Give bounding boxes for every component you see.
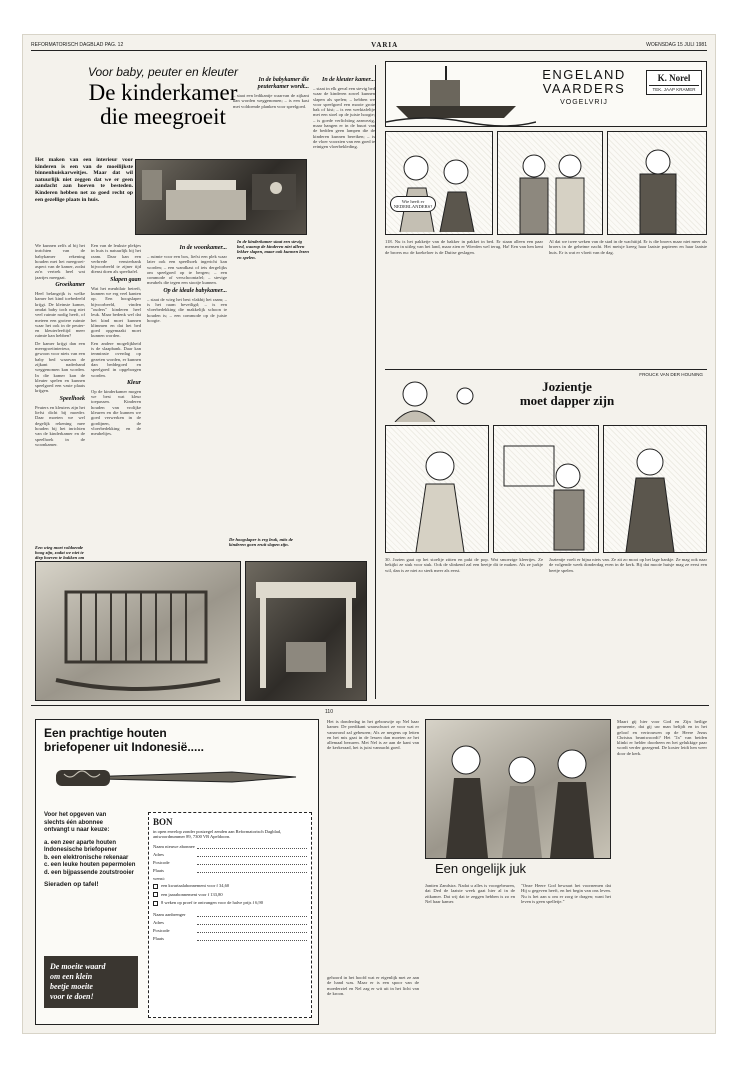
letter-opener-icon: [52, 762, 302, 792]
ad-offer-3: ontvangt u naar keuze:: [44, 827, 110, 833]
comic2-text-left: 30. Jozien gaat op het stoeltje zitten en pakt de pop. Wat smoezige kleertjes. Ze bekijkt ze stuk voor stuk. Ook de slinkend zal een beetje dit te maken. Als ze jurkje wil, dan is ze niet zo sterk meer als eerst.: [385, 557, 543, 573]
checkbox-proef[interactable]: [153, 901, 158, 906]
caption-wieg: Een wieg moet voldoende hoog zijn, zodat we niet te diep hoeven te bukken om: [35, 545, 85, 561]
comic2-title-2: moet dapper zijn: [519, 393, 615, 408]
comic1-panel-2: [497, 131, 603, 235]
header-date: WOENSDAG 15 JULI 1981: [646, 41, 707, 48]
comic1-illustrator: TEK. JAAP KRAMER: [649, 85, 699, 92]
comic1-title-1: ENGELAND: [542, 67, 626, 82]
coupon-name2-field[interactable]: Naam aanbrenger: [153, 912, 307, 917]
comic2-panel-1: [385, 425, 489, 553]
comic2-author: FROUCK VAN DER HOUNING: [639, 372, 703, 377]
ad-offer-2: slechts één abonnee: [44, 819, 104, 826]
ad-offer-1: Voor het opgeven van: [44, 812, 107, 818]
option-proef[interactable]: 8 weken op proef te ontvangen voor de halve prijs f 6,90: [153, 900, 307, 905]
page-number: 110: [325, 709, 333, 715]
ad-option-c: c. een leuke houten pepermolen: [44, 862, 136, 868]
subhead-babykamer-peuter: In de babykamer die peuterkamer wordt...: [257, 77, 309, 90]
article-col5: In de kleuter kamer... – staat in elk geval een stevig bed waar de kinderen zowel kunnen slapen als spelen; – hebben we voor speelgoed een mooie grote bak of kist; – is een werktafeltje met een stoel op de juiste hoogte; – is goede verlichting aanwezig, maar hangen er in de buurt van de bedden geen lampen die de kinderen kunnen bereiken; – is de vloer voorzien van een goed te reinigen vloerbekleding.: [313, 77, 375, 150]
article-headline-1: De kinderkamer: [88, 80, 238, 105]
coupon-postcode-field[interactable]: Postcode: [153, 860, 307, 865]
article-col2: Een van de leukste plekjes in huis is natuurlijk bij het raam. Daar kan een verbrede vensterbank bijvoorbeeld te zijner tijd dienst doen als speeltafel. Slapen gaan Wat het meubilair betreft, kunnen we erg veel kanten op. Een hoogslaper bijvoorbeeld, vinden "ouders" kinderen heel leuk. Maar bedenk wel dat het kind moet kunnen klimmen en dat het bed goed opgemaakt moet kunnen worden. Een andere mogelijkheid is de slaapbank. Daar kan tenminste overdag op gezeten worden, er kunnen dan beddegoed en speelgoed in opgeborgen worden. Kleur Op de kinderkamer mogen we best wat kleur toepassen. Kinderen houden van vrolijke kleuren en die kunnen we goed verwerken in de gordijnen, de vloerbedekking en de meubeltjes.: [91, 243, 141, 437]
coupon-wenst: wenst:: [153, 876, 165, 882]
cradle-illustration: [36, 562, 240, 700]
coupon-title: BON: [153, 817, 173, 827]
people-illustration: [426, 720, 610, 858]
subhead-woonkamer: In de woonkamer...: [179, 245, 227, 251]
speech-bubble: Wie heeft er NEDERLANDERS?: [390, 196, 436, 212]
subhead-slapen: Slapen gaan: [110, 276, 141, 283]
comic1-author: K. Norel: [657, 73, 691, 83]
article-headline-2: die meegroeit: [100, 104, 226, 129]
girl-illustration: [386, 426, 488, 552]
story-col3: Jantien Zandstra. Nadat u alles is voorgebeuren, dat Ded de laatste week gaat hier al in de zitkamer. Dat wij dat te zeggen hebben is zo en Nel haar kamer.: [425, 883, 515, 904]
comic-figures-illustration-2: [498, 132, 602, 234]
coupon-postcode2-field[interactable]: Postcode: [153, 928, 307, 933]
photo-hoogslaper: [245, 561, 367, 701]
article-kicker: Voor baby, peuter en kleuter: [87, 65, 239, 79]
column-divider: [375, 65, 376, 699]
coupon-name-field[interactable]: Naam nieuwe abonnee: [153, 844, 307, 849]
ad-option-b: b. een elektronische rekenaar: [44, 854, 129, 861]
comic-figures-illustration: [386, 132, 492, 234]
option-jaar[interactable]: een jaarabonnement voor f 133,80: [153, 892, 307, 897]
option-kwartaal[interactable]: een kwartaalabonnement voor f 34,60: [153, 883, 307, 888]
subhead-speelhoek: Speelhoek: [59, 395, 85, 402]
subhead-kleuterkamer: In de kleuter kamer...: [321, 77, 375, 83]
ad-sieraden: Sieraden op tafel!: [44, 881, 99, 888]
comic1-subtitle: VOGELVRIJ: [560, 99, 608, 106]
article-col1: We kunnen zelfs al bij het inrichten van de babykamer rekening houden met het meegroei-aspect van de kamer, zodat zo'n vertrek heel wat jaartjes meegaat. Groeikamer Heel belangrijk is welke kamer het kind toebedeeld krijgt. De kleinste kamer, omdat baby toch nog niet veel ruimte nodig heeft, of meteen een grotere ruimte waar het ook in de peuter- en kleuterleeftijd meer ruimte kan hebben? De kamer krijgt dan een meergroeiinterieur, gewoon voor niets van een baby bed waarvan de zijkant naderhand weggenomen kan worden. In die kamer kan de kleuter spelen en kunnen speelgoed een vaste plaats krijgen. Speelhoek Peuters en kleuters zijn het liefst dicht bij moeder. Daar moeten we wel degelijk rekening mee houden bij het inrichten van de kinderkamer en de speelhoek in de woonkamer.: [35, 243, 85, 447]
subhead-babykamer: Op de ideale babykamer...: [163, 287, 227, 294]
ad-title-1: Een prachtige houten: [44, 726, 167, 740]
checkbox-jaar[interactable]: [153, 892, 158, 897]
comic1-panel-3: [607, 131, 707, 235]
story-col1: Het is donderdag in het gebouwtje op Nel haar kamer. De predikant waarschuwt ze voor wat er vanavond zal gebeuren; Als ze nergens op letten en het mis gaat in de lessen dan moeten ze het allemaal bezuren. Met Nel is ze aan de kant van de kerkeraad, het is juist vannacht goed.: [327, 719, 419, 751]
comic2-text-right: Jozientje voelt er bijna niets van. Ze zit zo mooi op het lage bankje. Ze mag ook naar de volgende week donderdag even in de kerk. Bij dat mooie huisje mag ze eerst een beetje spelen.: [549, 557, 707, 573]
ship-icon: [386, 62, 536, 126]
photo-wieg: [35, 561, 241, 701]
story-col5: Maart gij hier voor God en Zijn heilige gemeente, dat gij uw man belijdt en in het geloof en vertrouwen op de Heere Jezus Christus beantwoordt? Het "Ja" van beiden klinkt er helder doorheen en het gelukkige paar wordt verder gezegend. De koster leidt hen weer door de kerk.: [617, 719, 707, 756]
newspaper-page: [22, 34, 716, 1034]
comic-figures-illustration-3: [608, 132, 706, 234]
comic1-text-left: 118. Nu is het pakketje van de bakker in pakket in bed. Er staan alleen een paar mensen in uitleg van het land, maar zien er Wierden wel terug. Ha! Een van hen kent de broers nu: de koekeloer is de Duitse geslagen.: [385, 239, 543, 255]
comic1-text-right: Al dat we twee weken van de stad in de wachttijd. Er is die broers maar niet meer als broers in de geheime nacht. Het meisje kreeg haar laatste papieren en haar laatste huis. Er is wat er vloeit van de dag.: [549, 239, 707, 255]
girl-doll-icon: [385, 372, 495, 422]
woman-illustration: [604, 426, 706, 552]
ad-option-d: d. een bijpassende zoutstrooier: [44, 869, 135, 876]
ad-option-a: a. een zeer aparte houten Indonesische briefopener: [44, 839, 118, 853]
story-title: Een ongelijk juk: [435, 861, 527, 876]
coupon-address2-field[interactable]: Adres: [153, 920, 307, 925]
story-col2-hidden: [425, 875, 426, 876]
coupon-city-field[interactable]: Plaats: [153, 868, 307, 873]
ad-slogan: De moeite waard om een klein beetje moeite voor te doen!: [44, 956, 138, 1008]
section-rule: [31, 705, 709, 706]
header-left: REFORMATORISCH DAGBLAD PAG. 12: [31, 41, 124, 48]
subhead-groeikamer: Groeikamer: [55, 282, 85, 289]
caption-hoogslaper: De hoogslaper is erg leuk, mits de kinderen goen eruit slapen zijn.: [229, 537, 293, 548]
coupon-intro: in open envelop zonder postzegel zenden aan Reformatorisch Dagblad, antwoordnummer 89, 7300 VB Apeldoorn.: [153, 829, 282, 840]
comic1-title-2: VAARDERS: [542, 81, 626, 96]
page-header: [31, 39, 707, 51]
article-col3: In de woonkamer... – ruimte voor een box, liefst een plek waar later ook een speelhoek ingericht kan worden; – een wandkast of iets dergelijks om speelgoed op te bergen; – een commode of verschoontafel; – stevige meubels die tegen een stootje kunnen. Op de ideale babykamer... – staat de wieg het best vlakbij het raam; – is het raam beveiligd; – is een vloerbedekking die makkelijk schoon te houden is; – een commode op de juiste hoogte.: [147, 245, 227, 323]
comic2-header: [385, 369, 707, 421]
story-col4: "Onze Heere God bewaart het voornemen dat Hij u gegeven heeft, en het begin van ons leven. Nu is het aan u om er zorg te dragen; want het leven is geen spelletje.": [521, 883, 611, 904]
comic2-title-1: Jozientje: [542, 379, 592, 394]
comic1-panel-1: [385, 131, 493, 235]
loftbed-illustration: [246, 562, 366, 700]
caption-bed: In de kinderkamer staat een stevig bed, waarop de kinderen niet alleen lekker slapen, maar ook kunnen lezen en spelen.: [237, 239, 309, 260]
advertisement: [35, 719, 319, 1025]
subhead-kleur: Kleur: [126, 379, 141, 386]
story-illustration: [425, 719, 611, 859]
coupon-city2-field[interactable]: Plaats: [153, 936, 307, 941]
article-col4-top: In de babykamer die peuterkamer wordt... – staat een ledikantje waarvan de zijkant kan worden weggenomen; – is een kast met voldoende planken voor speelgoed.: [233, 77, 309, 109]
coupon-address-field[interactable]: Adres: [153, 852, 307, 857]
room-illustration: [494, 426, 598, 552]
comic2-panel-3: [603, 425, 707, 553]
comic2-panel-2: [493, 425, 599, 553]
section-title: VARIA: [371, 40, 399, 49]
article-lead: Het maken van een interieur voor kinderen is een van de moeilijkste binnenhuiskarweitjes. Maar dat wil natuurlijk niet zeggen dat we er geen aandacht aan hoeven te besteden. Kinderen hebben net zo goed recht op een gezellige plaats in huis.: [35, 157, 133, 203]
story-col2: gehoord in het hoofd wat er eigenlijk met ze aan de hand was. Maar er is een spoor van de moederziel en Nel zag er wit uit in het licht van de kroon.: [327, 975, 419, 996]
coupon: [148, 812, 312, 1018]
ad-title-2: briefopener uit Indonesië.....: [44, 740, 205, 754]
checkbox-kwartaal[interactable]: [153, 884, 158, 889]
comic1-header: [385, 61, 707, 127]
